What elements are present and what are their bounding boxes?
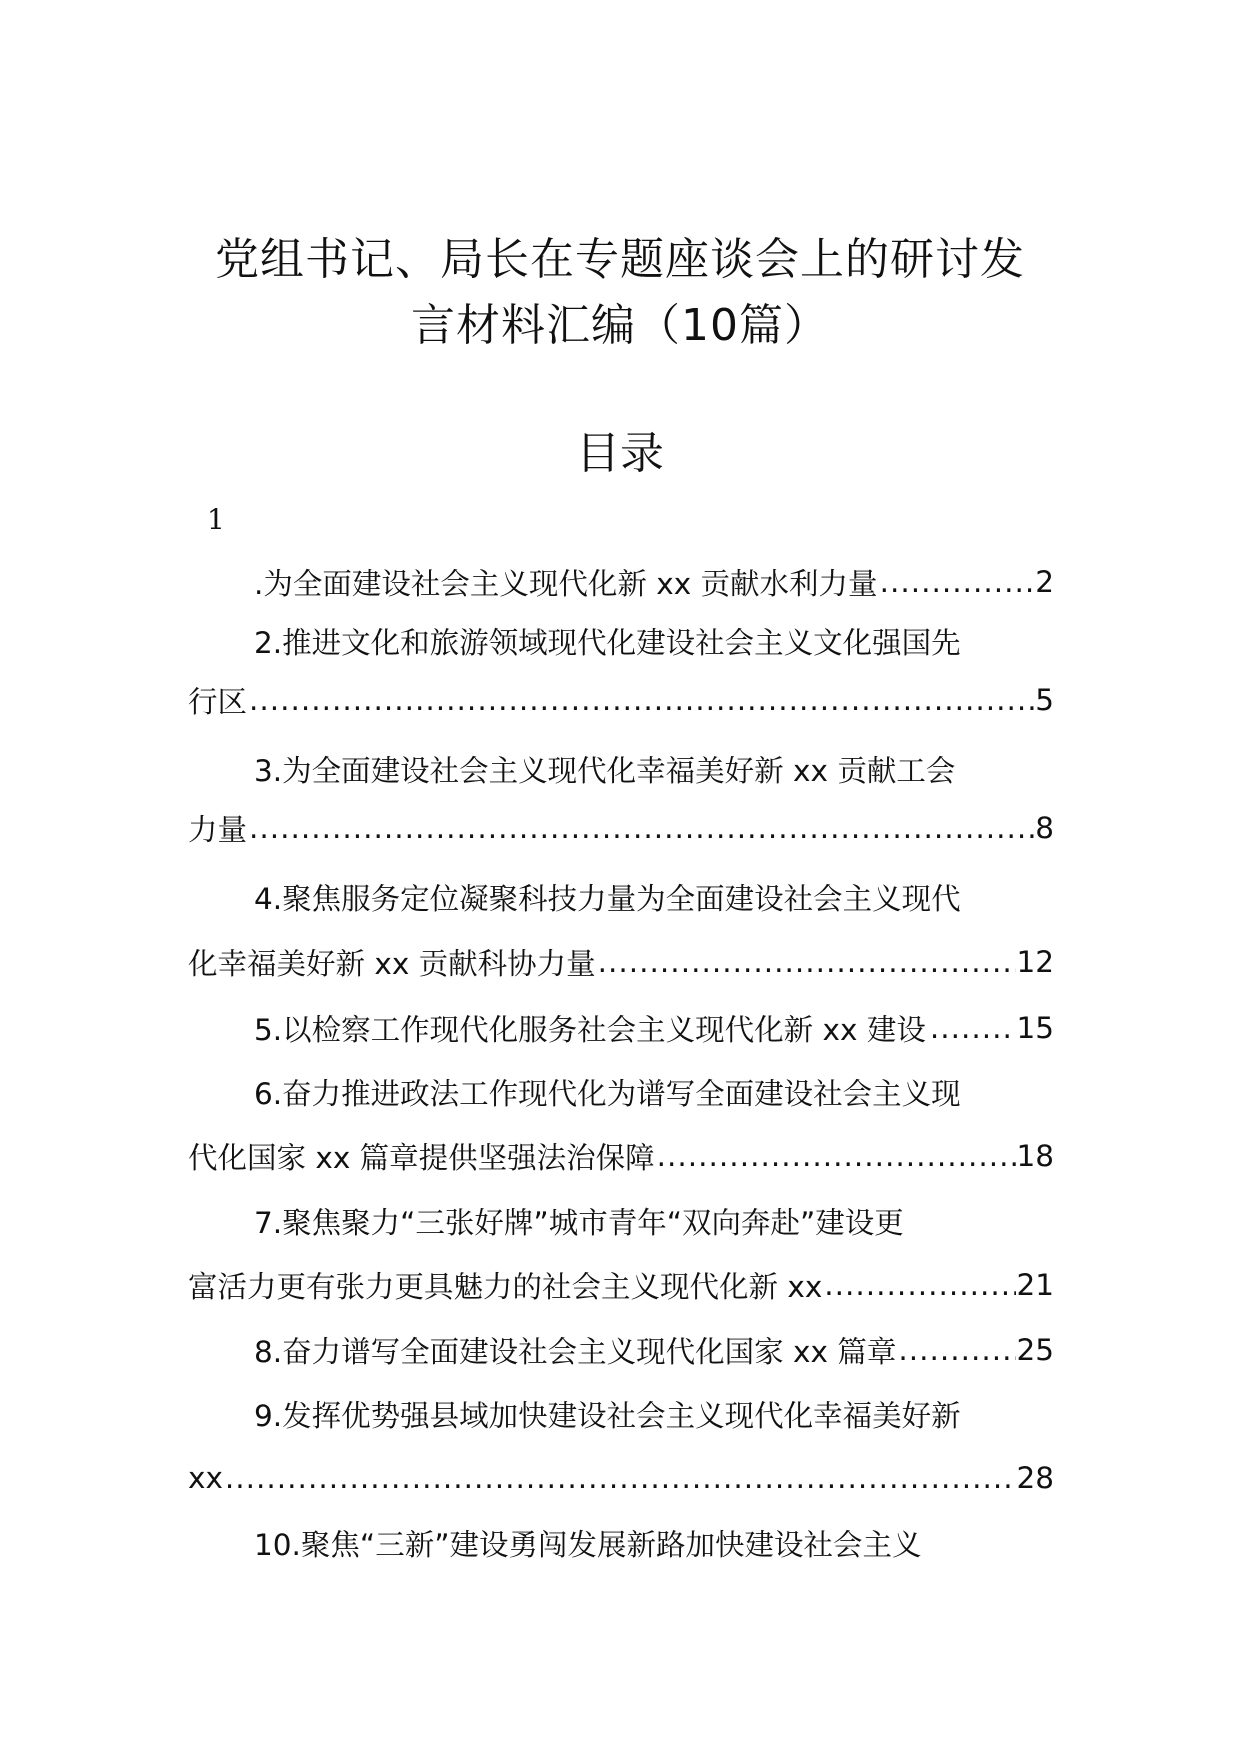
toc-leader-dots: [655, 1139, 1017, 1173]
toc-entry-text: 5.以检察工作现代化服务社会主义现代化新 xx 建设: [254, 1013, 926, 1047]
toc-entry-8[interactable]: [188, 1325, 1054, 1375]
toc-entry-2-cont[interactable]: [188, 675, 1054, 725]
toc-leader-dots: [896, 1333, 1016, 1367]
toc-entry-7[interactable]: [188, 1196, 1054, 1246]
toc-page-number: 25: [1016, 1333, 1054, 1367]
toc-entry-text: 代化国家 xx 篇章提供坚强法治保障: [188, 1141, 655, 1175]
toc-page-number: 18: [1016, 1139, 1054, 1173]
toc-entry-text: 力量: [188, 813, 248, 847]
toc-leader-dots: [247, 811, 1035, 845]
toc-page-number: 28: [1016, 1461, 1054, 1495]
toc-entry-text: 7.聚焦聚力“三张好牌”城市青年“双向奔赴”建设更: [254, 1206, 904, 1240]
toc-page-number: 12: [1016, 945, 1054, 979]
toc-stray-number: 1: [207, 503, 225, 536]
toc-page-number: 21: [1016, 1268, 1054, 1302]
toc-entry-text: 2.推进文化和旅游领域现代化建设社会主义文化强国先: [254, 626, 961, 660]
toc-leader-dots: [247, 683, 1035, 717]
toc-entry-text: 化幸福美好新 xx 贡献科协力量: [188, 947, 596, 981]
toc-entry-text: 3.为全面建设社会主义现代化幸福美好新 xx 贡献工会: [254, 754, 956, 788]
toc-entry-3-cont[interactable]: [188, 803, 1054, 853]
toc-leader-dots: [223, 1461, 1017, 1495]
toc-entry-text: 6.奋力推进政法工作现代化为谱写全面建设社会主义现: [254, 1077, 961, 1111]
toc-entry-6[interactable]: [188, 1067, 1054, 1117]
toc-entry-2[interactable]: [188, 616, 1054, 666]
document-title-line-2: 言材料汇编（10篇）: [411, 300, 829, 351]
toc-leader-dots: [822, 1268, 1016, 1302]
toc-entry-9-cont[interactable]: [188, 1453, 1054, 1503]
toc-entry-10[interactable]: [188, 1518, 1054, 1568]
toc-entry-6-cont[interactable]: [188, 1131, 1054, 1181]
toc-page-number: 5: [1035, 683, 1054, 717]
toc-entry-text: .为全面建设社会主义现代化新 xx 贡献水利力量: [254, 567, 878, 601]
toc-entry-4[interactable]: [188, 872, 1054, 922]
toc-leader-dots: [878, 565, 1036, 599]
toc-entry-9[interactable]: [188, 1389, 1054, 1439]
toc-page-number: 2: [1035, 565, 1054, 599]
toc-entry-5[interactable]: [188, 1003, 1054, 1053]
toc-page-number: 15: [1016, 1011, 1054, 1045]
toc-page-number: 8: [1035, 811, 1054, 845]
toc-entry-4-cont[interactable]: [188, 937, 1054, 987]
toc-entry-text: 4.聚焦服务定位凝聚科技力量为全面建设社会主义现代: [254, 882, 961, 916]
toc-entry-text: 8.奋力谱写全面建设社会主义现代化国家 xx 篇章: [254, 1335, 897, 1369]
document-title-line-1: 党组书记、局长在专题座谈会上的研讨发: [215, 234, 1025, 285]
toc-heading: 目录: [576, 428, 664, 479]
toc-entry-7-cont[interactable]: [188, 1260, 1054, 1310]
toc-entry-3[interactable]: [188, 744, 1054, 794]
toc-leader-dots: [596, 945, 1017, 979]
toc-entry-text: 10.聚焦“三新”建设勇闯发展新路加快建设社会主义: [254, 1528, 922, 1562]
toc-entry-1[interactable]: [188, 557, 1054, 607]
toc-entry-text: 富活力更有张力更具魅力的社会主义现代化新 xx: [188, 1270, 823, 1304]
toc-entry-text: xx: [188, 1461, 223, 1495]
toc-leader-dots: [926, 1011, 1017, 1045]
toc-entry-text: 行区: [188, 685, 248, 719]
toc-entry-text: 9.发挥优势强县域加快建设社会主义现代化幸福美好新: [254, 1399, 961, 1433]
